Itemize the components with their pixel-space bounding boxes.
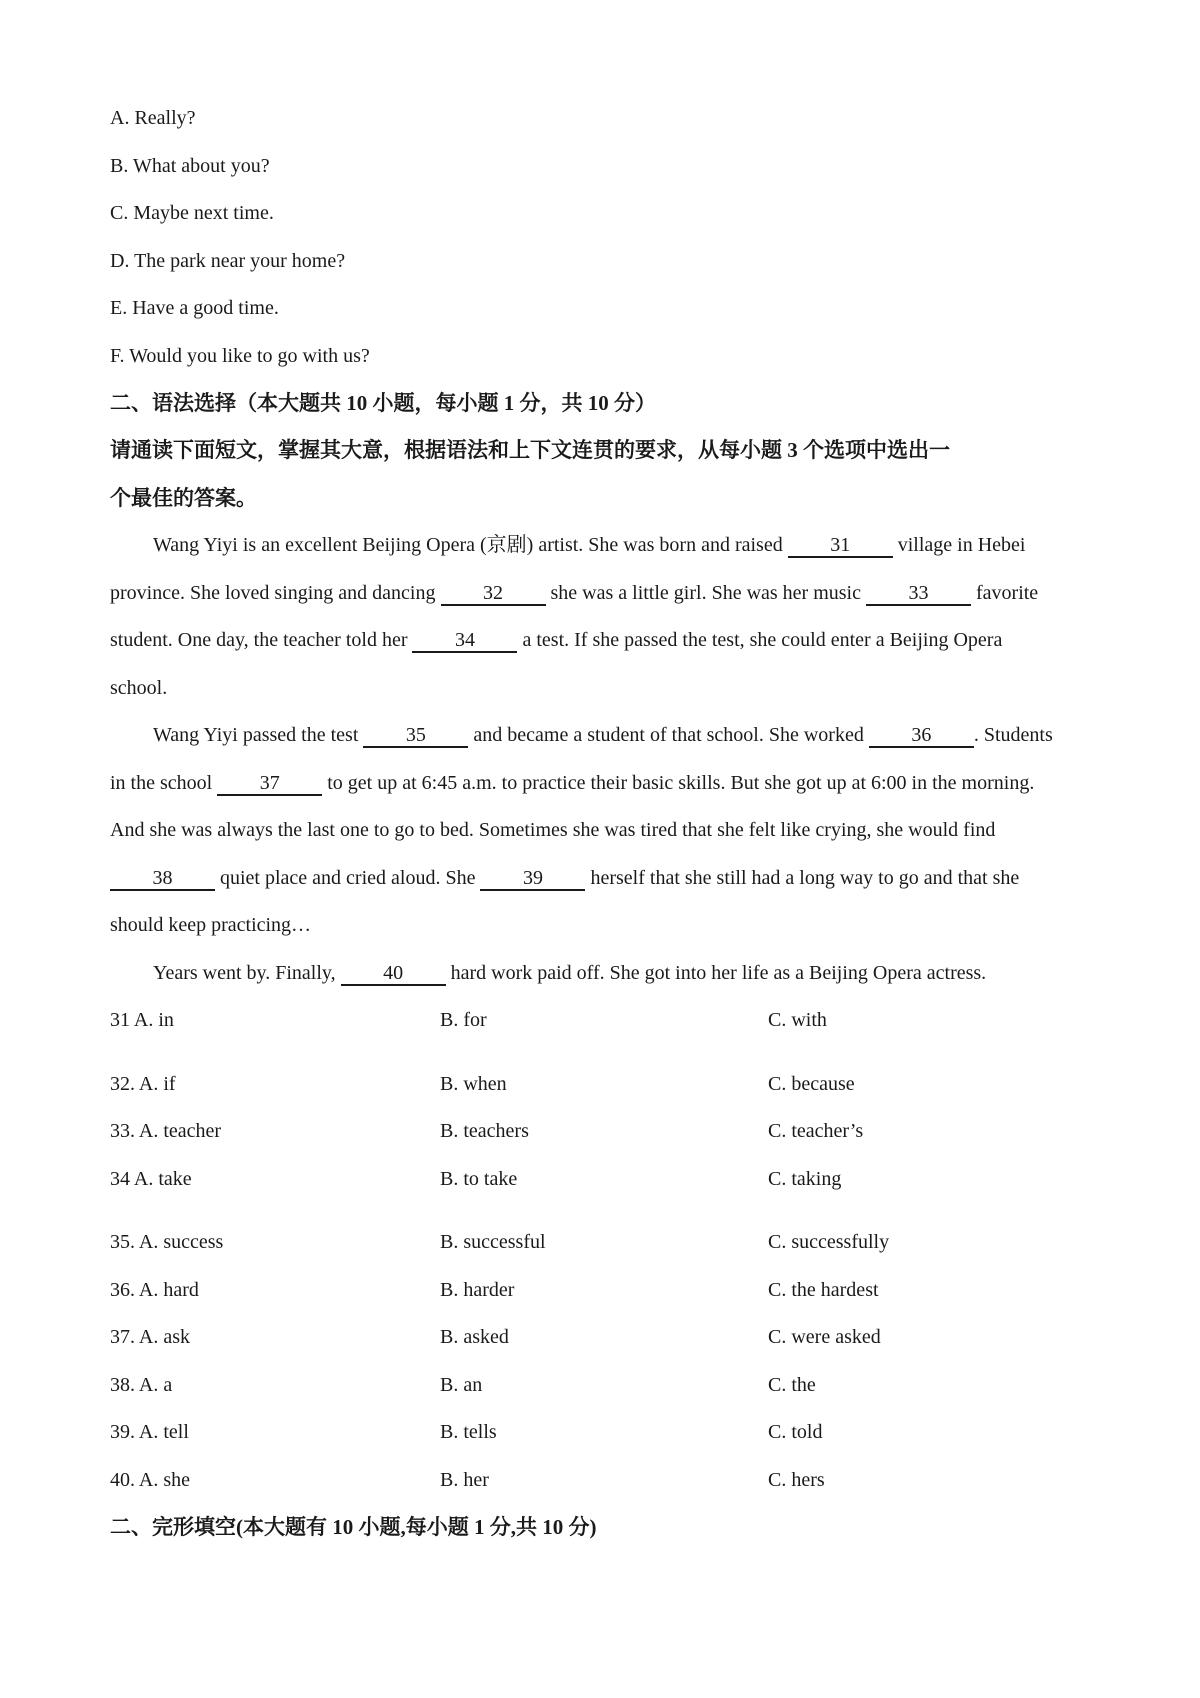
- question-option-c: C. successfully: [768, 1231, 890, 1253]
- question-option-b: B. successful: [440, 1231, 546, 1253]
- blank-32: 32: [441, 582, 546, 606]
- blank-34: 34: [412, 629, 517, 653]
- question-option-b: B. her: [440, 1469, 489, 1491]
- question-option-c: C. teacher’s: [768, 1120, 864, 1142]
- question-option-b: B. an: [440, 1374, 483, 1396]
- passage-line: in the school 37 to get up at 6:45 a.m. to practice their basic skills. But she got up at 6:00 in the morning.: [110, 772, 1035, 794]
- blank-33: 33: [866, 582, 971, 606]
- question-option-c: C. hers: [768, 1469, 825, 1491]
- question-option-c: C. because: [768, 1073, 855, 1095]
- question-option-b: B. for: [440, 1009, 487, 1031]
- grammar-instruction-line1: 请通读下面短文，掌握其大意，根据语法和上下文连贯的要求，从每小题 3 个选项中选出一: [110, 438, 950, 462]
- question-option-b: B. harder: [440, 1279, 515, 1301]
- question-option-c: C. with: [768, 1009, 827, 1031]
- option-a: A. Really?: [110, 107, 196, 129]
- question-option-b: B. when: [440, 1073, 507, 1095]
- option-f: F. Would you like to go with us?: [110, 345, 370, 367]
- passage-line: student. One day, the teacher told her 34 a test. If she passed the test, she could enter a Beijing Opera: [110, 629, 1003, 651]
- option-c: C. Maybe next time.: [110, 202, 274, 224]
- question-option-a: 34 A. take: [110, 1168, 192, 1190]
- option-e: E. Have a good time.: [110, 297, 279, 319]
- question-option-a: 37. A. ask: [110, 1326, 190, 1348]
- passage-line: Wang Yiyi is an excellent Beijing Opera (京剧) artist. She was born and raised 31 village in Hebei: [153, 534, 1026, 556]
- question-option-c: C. taking: [768, 1168, 842, 1190]
- question-option-a: 39. A. tell: [110, 1421, 189, 1443]
- question-option-a: 40. A. she: [110, 1469, 190, 1491]
- passage-line: school.: [110, 677, 168, 699]
- question-option-b: B. teachers: [440, 1120, 529, 1142]
- question-option-a: 36. A. hard: [110, 1279, 199, 1301]
- blank-38: 38: [110, 867, 215, 891]
- passage-line: province. She loved singing and dancing 32 she was a little girl. She was her music 33 favorite: [110, 582, 1039, 604]
- question-option-a: 32. A. if: [110, 1073, 176, 1095]
- question-option-c: C. the: [768, 1374, 816, 1396]
- question-option-c: C. told: [768, 1421, 823, 1443]
- passage-line: 38 quiet place and cried aloud. She 39 herself that she still had a long way to go and that she: [110, 865, 1019, 891]
- question-option-b: B. tells: [440, 1421, 497, 1443]
- grammar-section-heading: 二、语法选择（本大题共 10 小题，每小题 1 分，共 10 分）: [110, 391, 656, 415]
- question-option-b: B. asked: [440, 1326, 509, 1348]
- passage-line: should keep practicing…: [110, 914, 312, 936]
- question-option-b: B. to take: [440, 1168, 518, 1190]
- blank-40: 40: [341, 962, 446, 986]
- question-option-c: C. were asked: [768, 1326, 881, 1348]
- blank-35: 35: [363, 724, 468, 748]
- question-option-a: 35. A. success: [110, 1231, 224, 1253]
- option-d: D. The park near your home?: [110, 250, 346, 272]
- cloze-section-heading: 二、完形填空(本大题有 10 小题,每小题 1 分,共 10 分): [110, 1515, 597, 1539]
- blank-31: 31: [788, 534, 893, 558]
- grammar-instruction-line2: 个最佳的答案。: [110, 486, 257, 510]
- question-option-a: 31 A. in: [110, 1009, 174, 1031]
- question-option-a: 33. A. teacher: [110, 1120, 222, 1142]
- option-b: B. What about you?: [110, 155, 270, 177]
- passage-line: Years went by. Finally, 40 hard work paid off. She got into her life as a Beijing Opera actress.: [153, 962, 987, 984]
- blank-37: 37: [217, 772, 322, 796]
- blank-39: 39: [480, 867, 585, 891]
- question-option-a: 38. A. a: [110, 1374, 173, 1396]
- question-option-c: C. the hardest: [768, 1279, 879, 1301]
- blank-36: 36: [869, 724, 974, 748]
- passage-line: Wang Yiyi passed the test 35 and became a student of that school. She worked 36 . Students: [153, 724, 1053, 746]
- passage-line: And she was always the last one to go to bed. Sometimes she was tired that she felt like crying, she would find: [110, 819, 996, 841]
